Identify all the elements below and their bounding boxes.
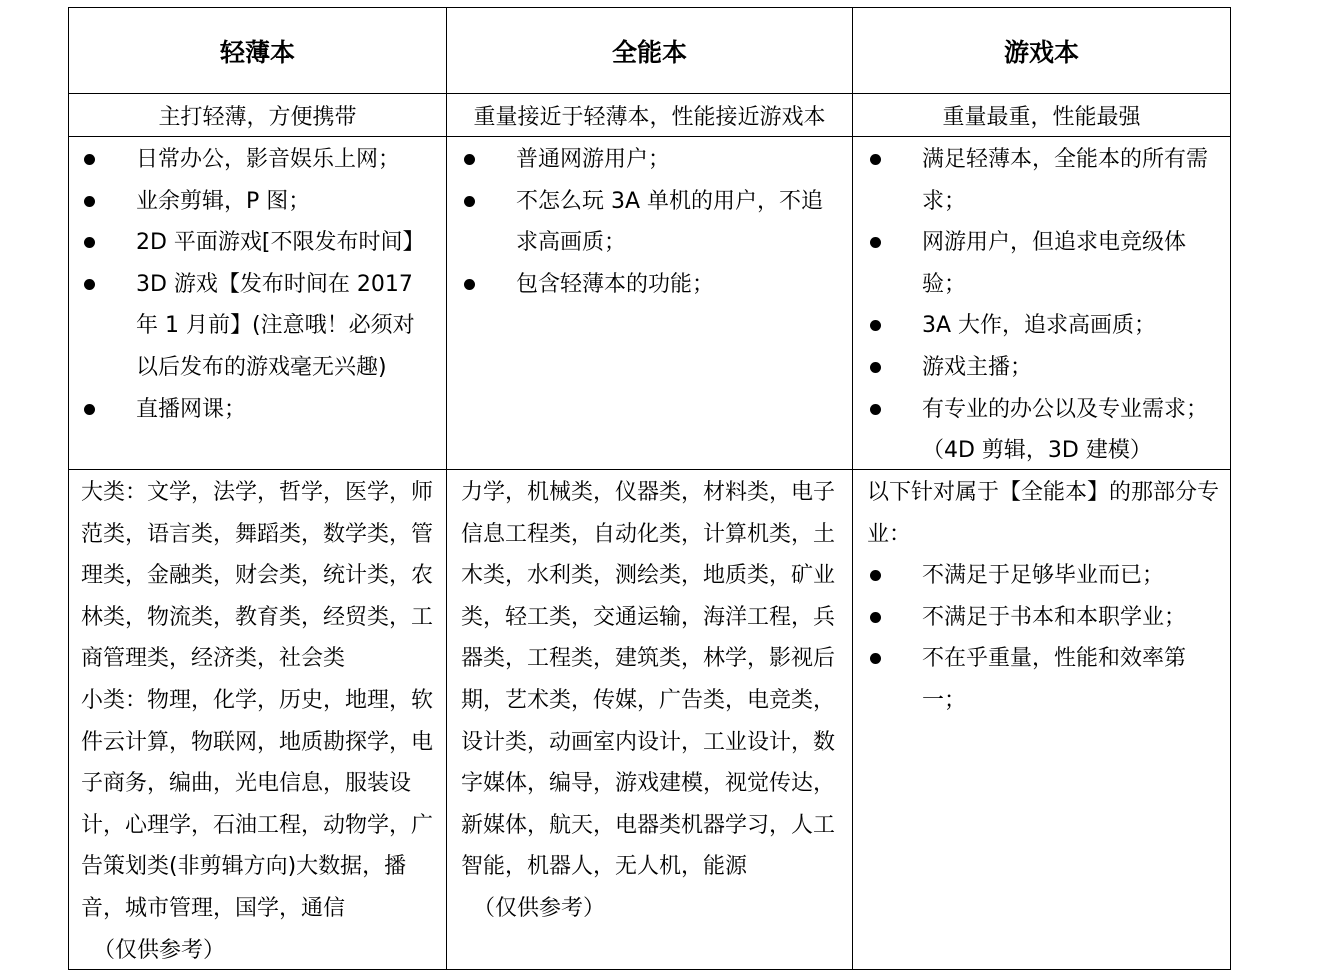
list-item: 3A 大作，追求高画质； — [867, 305, 1222, 347]
row-divider — [69, 136, 1230, 137]
list-item: 游戏主播； — [867, 347, 1222, 389]
header-ultrabook: 轻薄本 — [219, 37, 295, 67]
majors-ultrabook — [81, 472, 436, 971]
subtitle-all-round: 重量接近于轻薄本，性能接近游戏本 — [473, 104, 826, 130]
list-item: 不满足于书本和本职学业； — [867, 597, 1222, 639]
list-item: 普通网游用户； — [461, 139, 843, 181]
features-ultrabook — [81, 139, 436, 430]
list-item: 不满足于足够毕业而已； — [867, 555, 1222, 597]
list-item: 网游用户，但追求电竞级体验； — [867, 222, 1222, 305]
subtitle-ultrabook: 主打轻薄，方便携带 — [158, 104, 357, 130]
comparison-table — [68, 7, 1231, 970]
list-item: 3D 游戏【发布时间在 2017 年 1 月前】(注意哦！必须对以后发布的游戏毫无兴趣) — [81, 264, 436, 389]
features-all-round — [461, 139, 843, 305]
majors-narrow: 小类：物理，化学，历史，地理，软件云计算，物联网，地质勘探学，电子商务，编曲，光电信息，服装设计，心理学，石油工程，动物学，广告策划类(非剪辑方向)大数据，播音，城市管理，国学，通信 — [81, 687, 434, 921]
list-item: 业余剪辑，P 图； — [81, 181, 436, 223]
list-item: 不在乎重量，性能和效率第一； — [867, 638, 1222, 721]
reference-note: （仅供参考） — [93, 937, 226, 963]
column-divider — [852, 8, 853, 969]
reference-note: （仅供参考） — [473, 895, 606, 921]
majors-gaming — [867, 472, 1222, 722]
features-gaming — [867, 139, 1222, 472]
list-item: 2D 平面游戏[不限发布时间】 — [81, 222, 436, 264]
majors-all-round — [461, 472, 843, 930]
list-item: 满足轻薄本，全能本的所有需求； — [867, 139, 1222, 222]
list-item: 不怎么玩 3A 单机的用户，不追求高画质； — [461, 181, 843, 264]
list-item: 日常办公，影音娱乐上网； — [81, 139, 436, 181]
list-item: 有专业的办公以及专业需求；（4D 剪辑，3D 建模） — [867, 389, 1222, 472]
list-item: 直播网课； — [81, 389, 436, 431]
majors-intro: 以下针对属于【全能本】的那部分专业： — [867, 480, 1220, 547]
majors-broad: 大类：文学，法学，哲学，医学，师范类，语言类，舞蹈类，数学类，管理类，金融类，财会类，统计类，农林类，物流类，教育类，经贸类，工商管理类，经济类，社会类 — [81, 480, 434, 672]
header-all-round: 全能本 — [611, 37, 687, 67]
subtitle-gaming: 重量最重，性能最强 — [942, 104, 1141, 130]
column-divider — [446, 8, 447, 969]
majors-list: 力学，机械类，仪器类，材料类，电子信息工程类，自动化类，计算机类，土木类，水利类，测绘类，地质类，矿业类，轻工类，交通运输，海洋工程，兵器类，工程类，建筑类，林学，影视后期，艺术类，传媒，广告类，电竞类，设计类，动画室内设计，工业设计，数字媒体，编导，游戏建模，视觉传达，新媒体，航天，电器类机器学习，人工智能，机器人，无人机，能源 — [461, 480, 836, 880]
header-gaming: 游戏本 — [1003, 37, 1079, 67]
list-item: 包含轻薄本的功能； — [461, 264, 843, 306]
